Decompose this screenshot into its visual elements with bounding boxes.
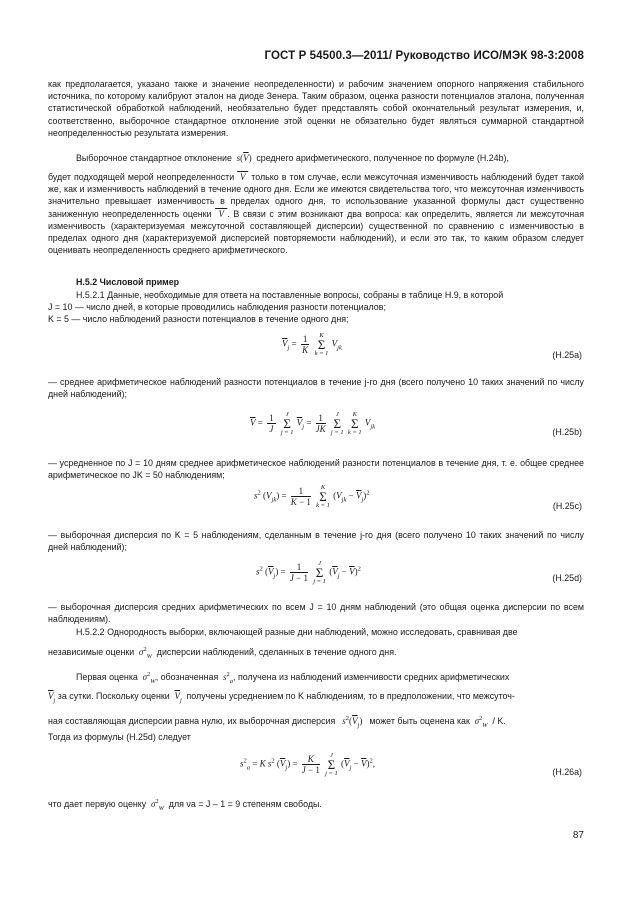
page-number: 87 [572, 830, 584, 841]
equation-number-h25a: (Н.25a) [552, 350, 582, 360]
paragraph-3: будет подходящей мерой неопределенности V только в том случае, если межсуточная изменчивость наблюдений будет такой же, как и изменчивость наблюдений в течение одного дня. Если же имеются свидетельства того, что межсуточная изменчивость значительно превышает изменчивость в пределах одного дня, то использование указанной формулы даст существенно заниженную неопределенность оценки V . В связи с этим возникают два вопроса: как определить, является ли межсуточная изменчивость (характеризуемая межсуточной составляющей дисперсии) существенной по сравнению с изменчивостью в пределах одного дня (характеризуемой дисперсией повторяемости наблюдений), и если это так, то каким образом следует оценивать неопределенность среднего арифметического. [48, 172, 585, 256]
definition-h25d: — выборочная дисперсия средних арифметических по всем J = 10 дням наблюдений (это общая оценка дисперсии по всем наблюдениям). [48, 602, 584, 625]
paragraph-521-b: J = 10 — число дней, в которые проводились наблюдения разности потенциалов; [48, 302, 386, 312]
paragraph-522-b: независимые оценки $\sigma^2_W$ дисперсии наблюдений, сделанных в течение одного дня. [48, 646, 397, 660]
inline-formula-s-v: $s(\overline{V})$ [236, 153, 254, 163]
section-heading: Н.5.2 Числовой пример [76, 277, 180, 287]
definition-h25b: — усредненное по J = 10 дням среднее арифметическое наблюдений разности потенциалов в течение дня, т. е. общее среднее арифметическое по JK = 50 наблюдениям; [48, 458, 584, 481]
equation-h25d: $s^2$ $(\overline{V}_j)$ = $\frac{1}{J - 1}$ J Σ j = 1 $(\overline{V}_j - \overline{V})^2$ [256, 560, 361, 585]
equation-h25a: $\overline{V}_j$ = $\frac{1}{K}$ K Σ k = 1 $V_{jk}$ [282, 332, 342, 357]
paragraph-6-b: $\overline{V}_j$ за сутки. Поскольку оценки $\overline{V}_j$ получены усреднением по K наблюдениям, то в предположении, что межсуточ- [48, 691, 515, 704]
equation-number-h25b: (Н.25b) [552, 427, 582, 437]
definition-h25c: — выборочная дисперсия по K = 5 наблюдениям, сделанным в течение j-го дня (всего получено 10 таких значений по числу дней наблюдений); [48, 530, 584, 553]
paragraph-521-c: K = 5 — число наблюдений разности потенциалов в течение одного дня; [48, 314, 349, 324]
paragraph-6-d: Тогда из формулы (Н.25d) следует [48, 732, 191, 742]
definition-h25a: — среднее арифметическое наблюдений разности потенциалов в течение j-го дня (всего получено 10 таких значений по числу дней наблюдений); [48, 377, 584, 400]
paragraph-2: Выборочное стандартное отклонение $s(\overline{V})$ среднего арифметического, полученное по формуле (Н.24b), [76, 153, 509, 163]
equation-number-h26a: (Н.26a) [552, 767, 582, 777]
equation-h26a: $s^2_a = K$ $s^2$ $(\overline{V}_j)$ = $\frac{K}{J - 1}$ J Σ j = 1 $(\overline{V}_j - \overline{V})^2$, [240, 752, 375, 777]
paragraph-6-c: ная составляющая дисперсии равна нулю, их выборочная дисперсия $s^2(\overline{V}_j)$ может быть оценена как $\sigma^2_W$ / K. [48, 715, 506, 729]
page-header: ГОСТ Р 54500.3—2011/ Руководство ИСО/МЭК 98-3:2008 [264, 50, 584, 62]
equation-h25b: $\overline{V}$ = $\frac{1}{J}$ J Σ j = 1 $\overline{V}_j$ = $\frac{1}{JK}$ J Σ j = 1 K Σ k = 1 $V_{jk}$ [250, 411, 376, 436]
equation-number-h25d: (Н.25d) [552, 573, 582, 583]
equation-h25c: $s^2$ $(V_{jk})$ = $\frac{1}{K - 1}$ K Σ k = 1 $(V_{jk} - \overline{V}_j)^2$ [254, 484, 370, 509]
equation-number-h25c: (Н.25c) [552, 501, 582, 511]
paragraph-7: что дает первую оценку $\sigma^2_W$ для νa = J – 1 = 9 степеням свободы. [48, 798, 322, 812]
paragraph-1: как предполагается, указано также и значение неопределенности) и рабочим значением опорного напряжения стабильного источника, по которому калибруют эталон на диоде Зенера. Таким образом, оценка разности потенциалов эталона, полученная статистической обработкой наблюдений, необязательно будет представлять собой окончательный результат измерения, и, соответственно, выборочное стандартное отклонение этой оценки не обязательно будет являться суммарной стандартной неопределенностью результата измерения. [48, 79, 584, 138]
paragraph-6-a: Первая оценка $\sigma^2_W$, обозначенная $s^2_a$, получена из наблюдений изменчивости средних арифметических [76, 671, 510, 685]
paragraph-522-a: Н.5.2.2 Однородность выборки, включающей разные дни наблюдений, можно исследовать, сравнивая две [76, 627, 518, 637]
paragraph-521-a: Н.5.2.1 Данные, необходимые для ответа на поставленные вопросы, собраны в таблице Н.9, в которой [76, 290, 504, 300]
